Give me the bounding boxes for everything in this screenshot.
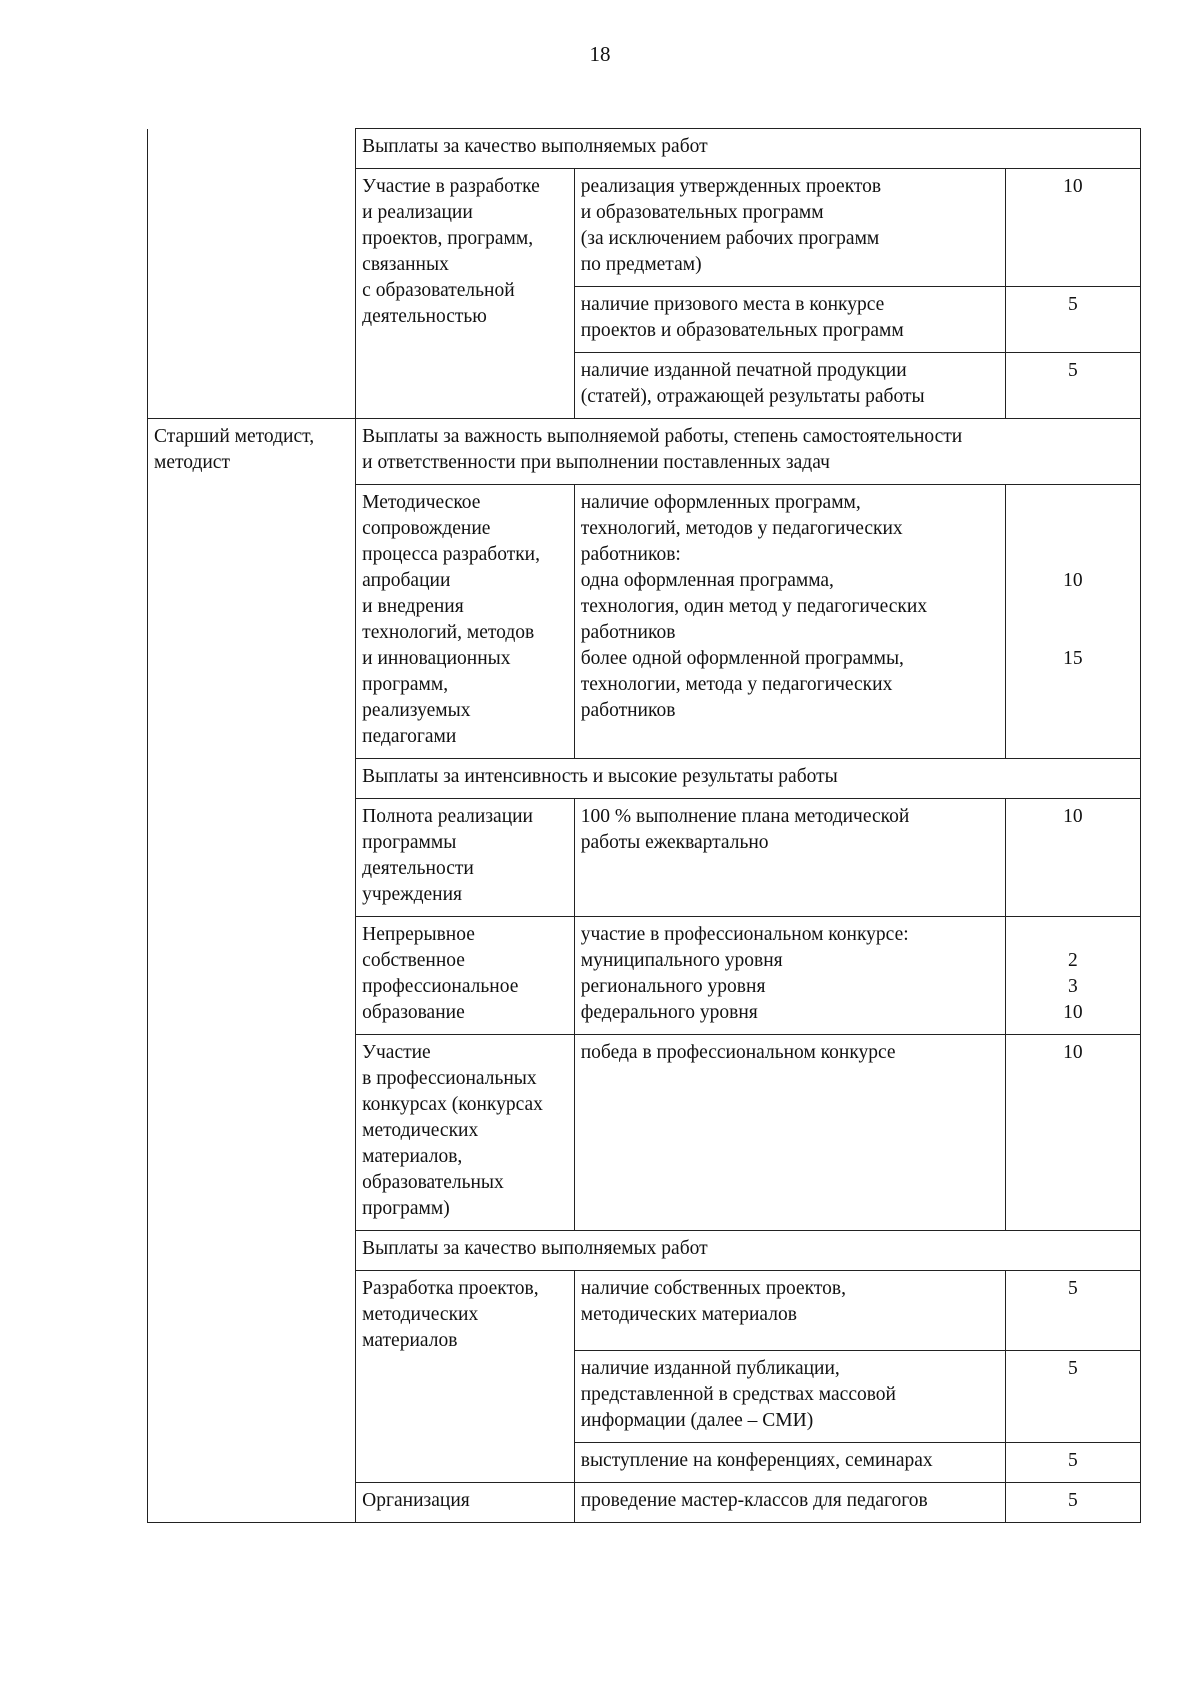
- indicator-line: и внедрения: [362, 596, 464, 617]
- criteria-cell: [574, 287, 1005, 353]
- points-cell: 5: [1005, 1271, 1140, 1351]
- criteria-line: технологий, методов у педагогических: [580, 518, 903, 539]
- section-header: Выплаты за интенсивность и высокие результаты работы: [356, 759, 1141, 799]
- indicator-line: проектов, программ,: [362, 228, 534, 249]
- criteria-line: более одной оформленной программы,: [580, 648, 904, 669]
- points-cell: [1005, 1035, 1140, 1231]
- position-line: Старший методист,: [154, 426, 315, 447]
- criteria-line: участие в профессиональном конкурсе:: [580, 924, 909, 945]
- points-cell: 5: [1005, 353, 1140, 419]
- indicator-line: образовательных: [362, 1172, 504, 1193]
- indicator-line: и реализации: [362, 202, 473, 223]
- criteria-line: победа в профессиональном конкурсе: [580, 1042, 896, 1063]
- indicator-cell: [356, 1271, 575, 1483]
- position-cell-empty: [148, 129, 356, 419]
- indicator-line: материалов,: [362, 1146, 463, 1167]
- indicator-line: деятельностью: [362, 306, 487, 327]
- criteria-cell: [574, 1443, 1005, 1483]
- section-header: Выплаты за качество выполняемых работ: [356, 1231, 1141, 1271]
- criteria-cell: [574, 799, 1005, 917]
- indicator-line: технологий, методов: [362, 622, 535, 643]
- criteria-line: наличие изданной печатной продукции: [580, 360, 907, 381]
- criteria-line: технология, один метод у педагогических: [580, 596, 928, 617]
- criteria-line: (статей), отражающей результаты работы: [580, 386, 925, 407]
- points-value: 10: [1063, 570, 1083, 591]
- section-header-row: [148, 419, 1141, 485]
- points-cell: 5: [1005, 287, 1140, 353]
- criteria-line: информации (далее – СМИ): [580, 1410, 814, 1431]
- indicator-line: реализуемых: [362, 700, 471, 721]
- criteria-cell: [574, 1351, 1005, 1443]
- indicator-cell: Организация: [356, 1483, 575, 1523]
- indicator-line: процесса разработки,: [362, 544, 540, 565]
- criteria-line: реализация утвержденных проектов: [580, 176, 882, 197]
- indicator-line: методических: [362, 1120, 479, 1141]
- section-header-row: [148, 129, 1141, 169]
- points-value: 3: [1067, 976, 1078, 997]
- criteria-line: технологии, метода у педагогических: [580, 674, 893, 695]
- points-cell: [1005, 917, 1140, 1035]
- indicator-cell: [356, 917, 575, 1035]
- points-cell: 5: [1005, 1351, 1140, 1443]
- criteria-line: наличие призового места в конкурсе: [580, 294, 885, 315]
- criteria-line: работы ежеквартально: [580, 832, 769, 853]
- indicator-cell: [356, 485, 575, 759]
- criteria-line: федерального уровня: [580, 1002, 758, 1023]
- criteria-line: проектов и образовательных программ: [580, 320, 904, 341]
- points-cell: [1005, 485, 1140, 759]
- indicator-line: в профессиональных: [362, 1068, 537, 1089]
- points-value: 10: [1063, 806, 1083, 827]
- indicator-cell: [356, 169, 575, 419]
- criteria-line: 100 % выполнение плана методической: [580, 806, 910, 827]
- indicator-line: учреждения: [362, 884, 463, 905]
- criteria-line: выступление на конференциях, семинарах: [580, 1450, 933, 1471]
- points-value: 15: [1063, 648, 1083, 669]
- indicator-cell: [356, 799, 575, 917]
- indicator-line: профессиональное: [362, 976, 519, 997]
- indicator-line: связанных: [362, 254, 449, 275]
- indicator-line: Непрерывное: [362, 924, 475, 945]
- indicator-line: конкурсах (конкурсах: [362, 1094, 543, 1115]
- points-value: 10: [1063, 1002, 1083, 1023]
- points-cell: 5: [1005, 1483, 1140, 1523]
- indicator-line: сопровождение: [362, 518, 491, 539]
- indicator-cell: [356, 1035, 575, 1231]
- criteria-line: одна оформленная программа,: [580, 570, 834, 591]
- criteria-cell: [574, 917, 1005, 1035]
- indicator-line: Разработка проектов,: [362, 1278, 539, 1299]
- points-value: 10: [1063, 1042, 1083, 1063]
- indicator-line: с образовательной: [362, 280, 515, 301]
- criteria-cell: [574, 169, 1005, 287]
- criteria-cell: [574, 1271, 1005, 1351]
- criteria-line: работников: [580, 700, 676, 721]
- indicator-line: Полнота реализации: [362, 806, 533, 827]
- criteria-line: муниципального уровня: [580, 950, 783, 971]
- indicator-line: и инновационных: [362, 648, 511, 669]
- page-number: 18: [589, 42, 611, 66]
- indicator-line: Участие: [362, 1042, 431, 1063]
- points-cell: [1005, 799, 1140, 917]
- criteria-line: представленной в средствах массовой: [580, 1384, 896, 1405]
- indicator-line: Методическое: [362, 492, 481, 513]
- criteria-line: наличие оформленных программ,: [580, 492, 861, 513]
- section-header-line: Выплаты за важность выполняемой работы, степень самостоятельности: [362, 426, 963, 447]
- indicator-line: деятельности: [362, 858, 474, 879]
- points-cell: 10: [1005, 169, 1140, 287]
- indicator-line: материалов: [362, 1330, 458, 1351]
- indicator-line: методических: [362, 1304, 479, 1325]
- indicator-line: программ): [362, 1198, 450, 1219]
- section-header: [356, 419, 1141, 485]
- points-cell: 5: [1005, 1443, 1140, 1483]
- indicator-line: собственное: [362, 950, 465, 971]
- payments-table: [147, 128, 1141, 1523]
- criteria-cell: [574, 485, 1005, 759]
- criteria-line: работников: [580, 622, 676, 643]
- criteria-line: (за исключением рабочих программ: [580, 228, 880, 249]
- section-header-line: и ответственности при выполнении поставленных задач: [362, 452, 830, 473]
- indicator-line: педагогами: [362, 726, 457, 747]
- criteria-line: и образовательных программ: [580, 202, 824, 223]
- criteria-line: наличие изданной публикации,: [580, 1358, 840, 1379]
- indicator-line: апробации: [362, 570, 451, 591]
- indicator-line: Участие в разработке: [362, 176, 540, 197]
- criteria-line: по предметам): [580, 254, 702, 275]
- points-value: 2: [1067, 950, 1078, 971]
- indicator-line: программ,: [362, 674, 449, 695]
- indicator-line: образование: [362, 1002, 465, 1023]
- criteria-line: методических материалов: [580, 1304, 797, 1325]
- criteria-cell: [574, 1035, 1005, 1231]
- criteria-line: работников:: [580, 544, 681, 565]
- indicator-line: программы: [362, 832, 457, 853]
- section-header: Выплаты за качество выполняемых работ: [356, 129, 1141, 169]
- criteria-cell: [574, 353, 1005, 419]
- position-cell: [148, 419, 356, 1523]
- criteria-cell: проведение мастер-классов для педагогов: [574, 1483, 1005, 1523]
- criteria-line: наличие собственных проектов,: [580, 1278, 846, 1299]
- position-line: методист: [154, 452, 230, 473]
- criteria-line: регионального уровня: [580, 976, 766, 997]
